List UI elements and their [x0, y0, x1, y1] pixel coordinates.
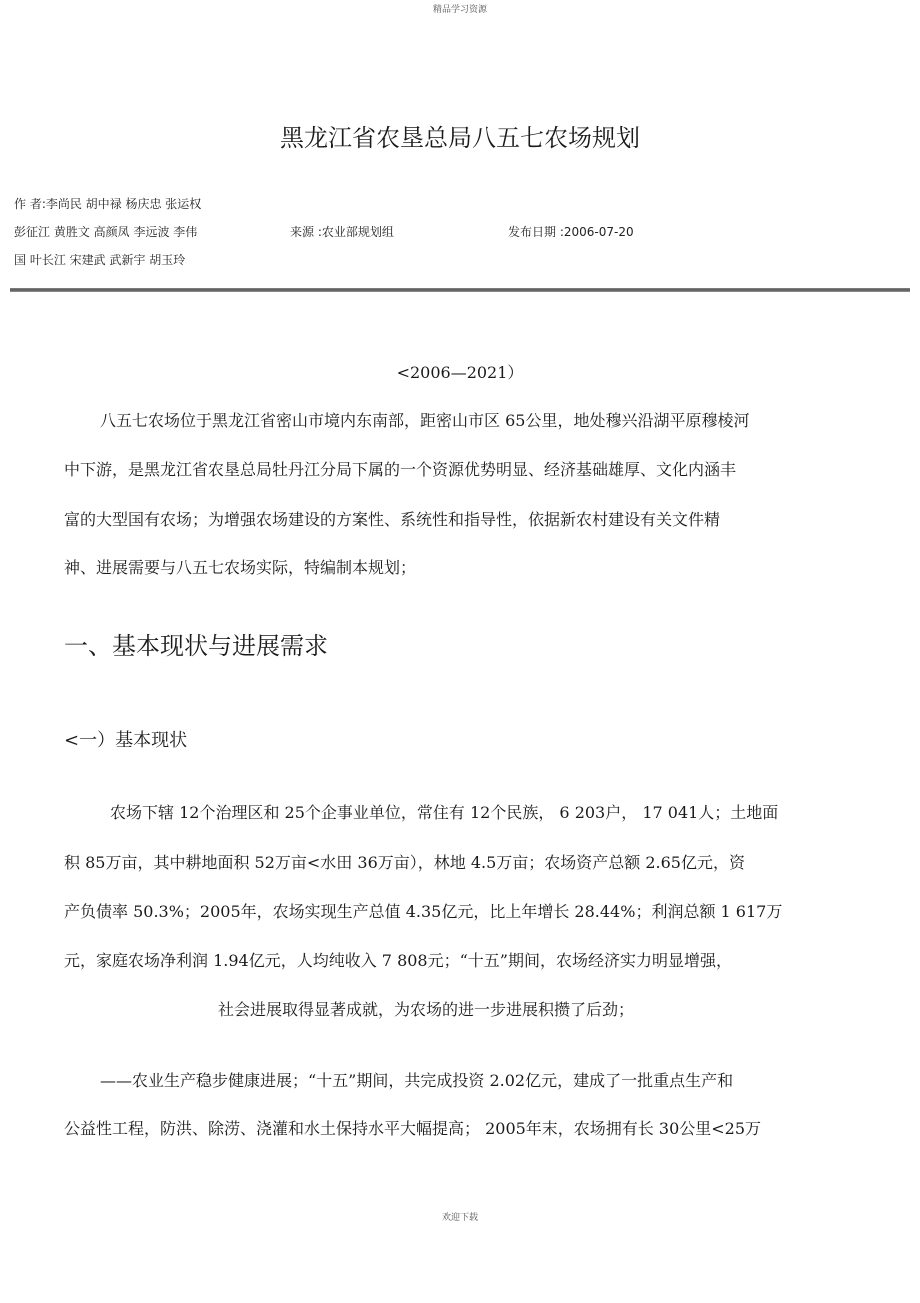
status-line-5: 社会进展取得显著成就，为农场的进一步进展积攒了后劲； [218, 1000, 635, 1019]
agri-line-2: 公益性工程，防洪、除涝、浇灌和水土保持水平大幅提高； 2005年末，农场拥有长 30公里<25万 [64, 1119, 762, 1138]
footer-note: 欢迎下载 [441, 1213, 478, 1223]
header-note: 精品学习资源 [432, 5, 487, 15]
intro-line-1: 八五七农场位于黑龙江省密山市境内东南部，距密山市区 65公里，地处穆兴沿湖平原穆棱河 [100, 411, 750, 430]
publish-date: 发布日期 :2006-07-20 [508, 225, 634, 239]
authors-line-2: 彭征江 黄胜文 高颜凤 李远波 李伟 [14, 225, 198, 239]
page-title: 黑龙江省农垦总局八五七农场规划 [280, 124, 640, 152]
status-line-4: 元，家庭农场净利润 1.94亿元，人均纯收入 7 808元；“十五”期间，农场经济实力明显增强， [64, 951, 732, 970]
authors-line-1: 作 者:李尚民 胡中禄 杨庆忠 张运权 [14, 197, 202, 211]
intro-line-3: 富的大型国有农场；为增强农场建设的方案性、系统性和指导性，依据新农村建设有关文件精 [64, 510, 721, 529]
status-line-3: 产负债率 50.3%；2005年，农场实现生产总值 4.35亿元，比上年增长 28.44%；利润总额 1 617万 [64, 902, 783, 921]
authors-line-3: 国 叶长江 宋建武 武新宇 胡玉玲 [14, 253, 186, 267]
intro-line-2: 中下游，是黑龙江省农垦总局牡丹江分局下属的一个资源优势明显、经济基础雄厚、文化内涵丰 [64, 460, 737, 479]
plan-period: <2006—2021） [396, 363, 524, 382]
agri-line-1: ——农业生产稳步健康进展；“十五”期间，共完成投资 2.02亿元，建成了一批重点生产和 [100, 1071, 734, 1090]
subsection-heading: <一）基本现状 [64, 730, 188, 751]
status-line-2: 积 85万亩，其中耕地面积 52万亩<水田 36万亩），林地 4.5万亩；农场资产总额 2.65亿元，资 [64, 853, 745, 872]
source-label: 来源 :农业部规划组 [290, 225, 394, 239]
status-line-1: 农场下辖 12个治理区和 25个企事业单位，常住有 12个民族， 6 203户， 17 041人；土地面 [110, 803, 779, 822]
header-divider [10, 288, 910, 292]
intro-line-4: 神、进展需要与八五七农场实际，特编制本规划； [64, 558, 417, 577]
section-heading: 一、基本现状与进展需求 [64, 632, 328, 660]
